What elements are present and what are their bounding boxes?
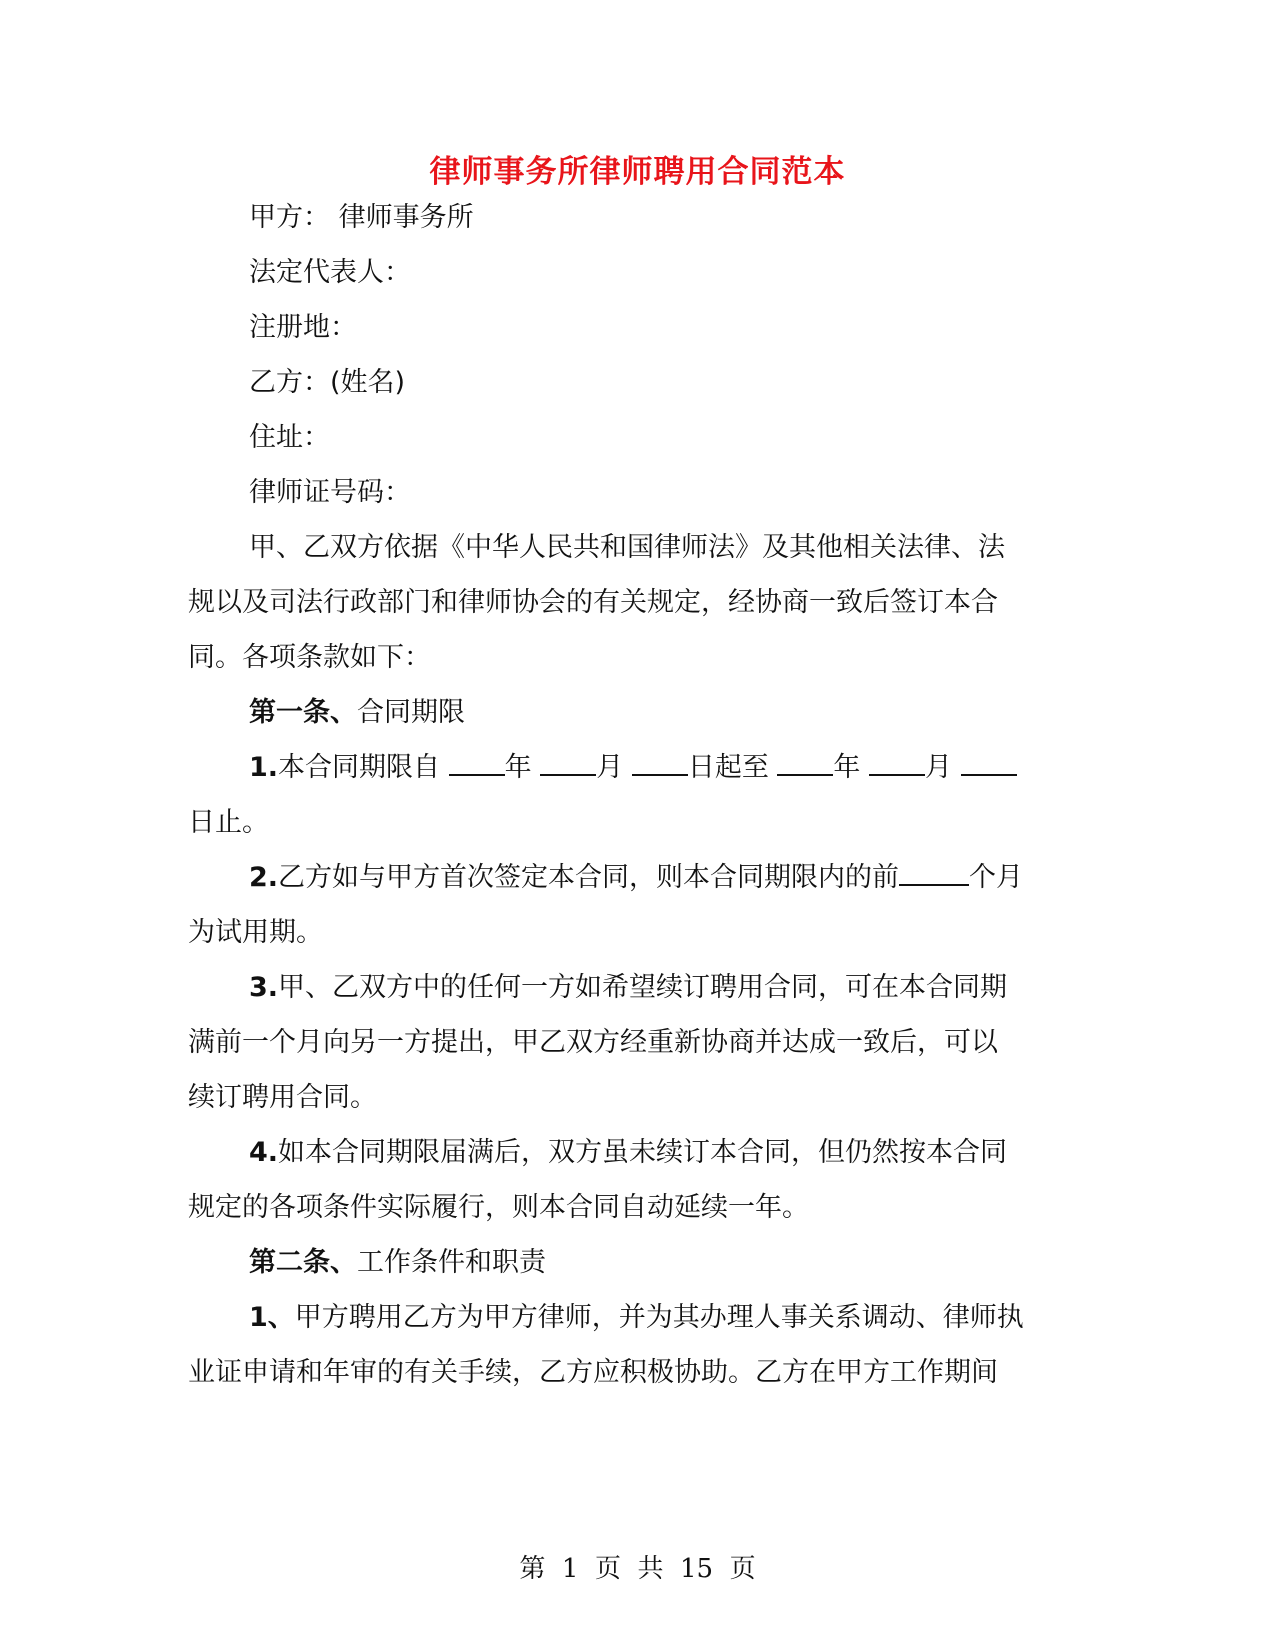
clause-text: 个月 <box>969 862 1024 893</box>
clause-number: 1. <box>249 752 279 783</box>
clause-text: 年 <box>833 752 861 783</box>
clause-text: 如本合同期限届满后，双方虽未续订本合同，但仍然按本合同 <box>278 1137 1008 1168</box>
blank-probation-months[interactable] <box>899 860 969 886</box>
clause-number: 3. <box>249 972 279 1003</box>
article2-clause1 <box>249 1300 1024 1336</box>
clause-number: 1、 <box>249 1302 295 1333</box>
clause-number: 4. <box>249 1137 279 1168</box>
blank-end-month[interactable] <box>869 750 925 776</box>
clause-text: 乙方如与甲方首次签定本合同，则本合同期限内的前 <box>278 862 900 893</box>
article2-number: 第二条、 <box>249 1247 357 1278</box>
blank-start-year[interactable] <box>449 750 505 776</box>
article1-clause1 <box>249 750 1017 786</box>
article1-clause4 <box>249 1135 1007 1171</box>
article1-clause2 <box>249 860 1023 896</box>
article1-heading <box>249 695 465 731</box>
address-line: 住址： <box>249 422 330 453</box>
article1-clause1-tail: 日止。 <box>188 807 269 838</box>
license-no-line: 律师证号码： <box>249 477 411 508</box>
reg-address-line: 注册地： <box>249 312 357 343</box>
article1-title: 合同期限 <box>357 697 465 728</box>
legal-rep-line: 法定代表人： <box>249 257 411 288</box>
blank-start-month[interactable] <box>540 750 596 776</box>
article2-clause1-line2: 业证申请和年审的有关手续，乙方应积极协助。乙方在甲方工作期间 <box>188 1357 998 1388</box>
preamble-line-3: 同。各项条款如下： <box>188 642 431 673</box>
blank-end-year[interactable] <box>777 750 833 776</box>
article2-title: 工作条件和职责 <box>357 1247 546 1278</box>
clause-number: 2. <box>249 862 279 893</box>
article2-heading <box>249 1245 546 1281</box>
preamble-line-1: 甲、乙双方依据《中华人民共和国律师法》及其他相关法律、法 <box>249 532 1005 563</box>
party-a-line: 甲方： 律师事务所 <box>249 202 474 233</box>
article1-clause2-tail: 为试用期。 <box>188 917 323 948</box>
document-title: 律师事务所律师聘用合同范本 <box>429 154 846 190</box>
clause-text: 年 <box>504 752 532 783</box>
article1-clause3 <box>249 970 1007 1006</box>
blank-end-day[interactable] <box>961 750 1017 776</box>
party-b-line: 乙方：(姓名) <box>249 367 406 398</box>
article1-clause4-line2: 规定的各项条件实际履行，则本合同自动延续一年。 <box>188 1192 809 1223</box>
page-footer: 第 1 页 共 15 页 <box>519 1554 756 1584</box>
preamble-line-2: 规以及司法行政部门和律师协会的有关规定，经协商一致后签订本合 <box>188 587 998 618</box>
clause-text: 本合同期限自 <box>278 752 441 783</box>
blank-start-day[interactable] <box>632 750 688 776</box>
clause-text: 月 <box>925 752 953 783</box>
clause-text: 甲、乙双方中的任何一方如希望续订聘用合同，可在本合同期 <box>278 972 1008 1003</box>
clause-text: 月 <box>596 752 624 783</box>
article1-clause3-line2: 满前一个月向另一方提出，甲乙双方经重新协商并达成一致后，可以 <box>188 1027 998 1058</box>
clause-text: 甲方聘用乙方为甲方律师，并为其办理人事关系调动、律师执 <box>294 1302 1024 1333</box>
clause-text: 日起至 <box>687 752 769 783</box>
article1-clause3-line3: 续订聘用合同。 <box>188 1082 377 1113</box>
article1-number: 第一条、 <box>249 697 357 728</box>
